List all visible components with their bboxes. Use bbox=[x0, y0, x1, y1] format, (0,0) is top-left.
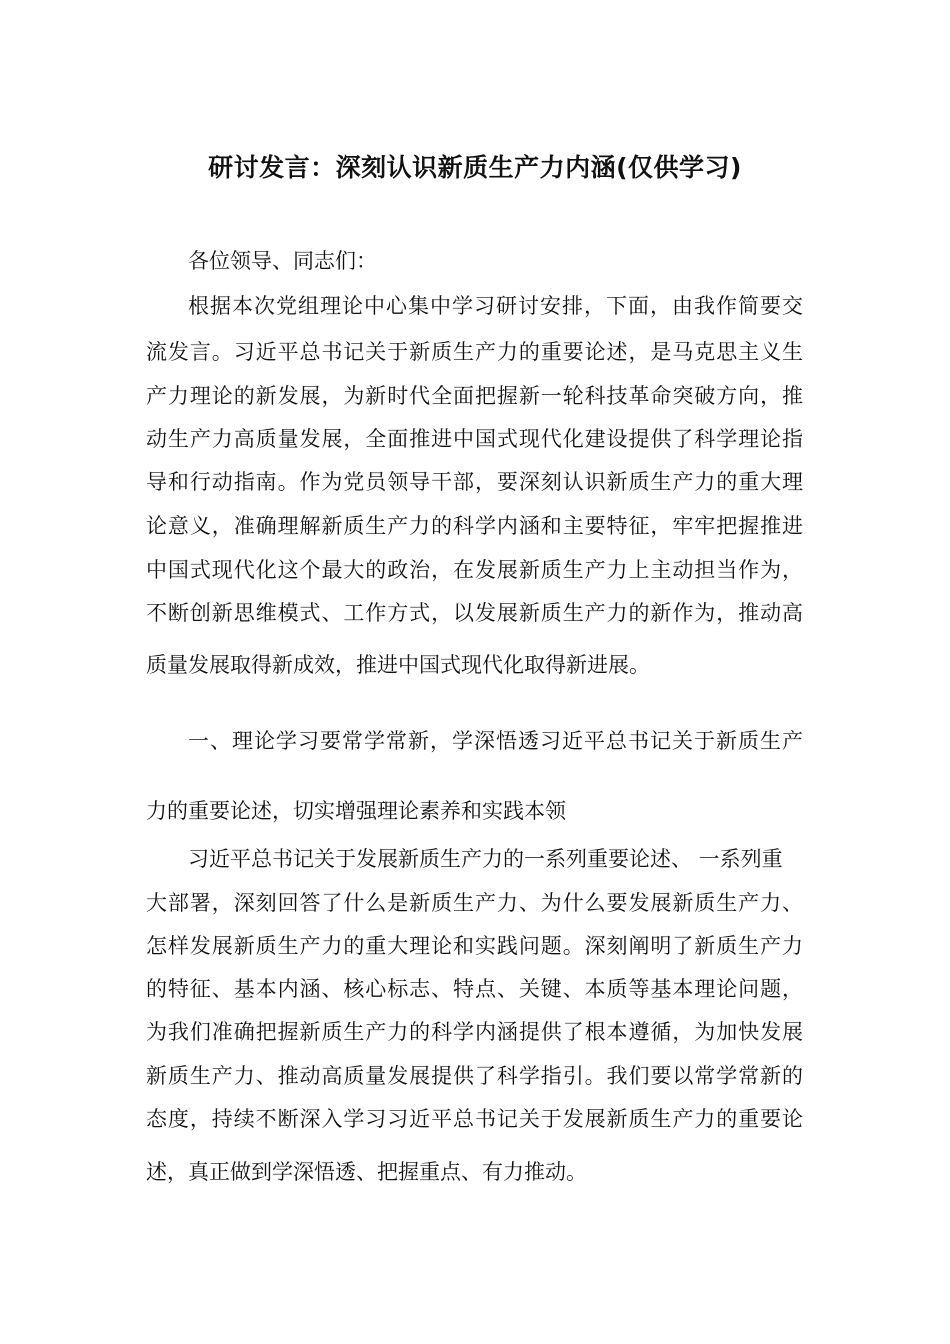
section-body-line: 述，真正做到学深悟透、把握重点、有力推动。 bbox=[146, 1160, 587, 1184]
document-title: 研讨发言：深刻认识新质生产力内涵(仅供学习) bbox=[208, 153, 742, 182]
intro-line: 根据本次党组理论中心集中学习研讨安排，下面，由我作简要交 bbox=[188, 294, 803, 318]
intro-line: 中国式现代化这个最大的政治，在发展新质生产力上主动担当作为， bbox=[146, 558, 803, 582]
section-body-line: 大部署，深刻回答了什么是新质生产力、为什么要发展新质生产力、 bbox=[146, 891, 803, 915]
intro-line: 动生产力高质量发展，全面推进中国式现代化建设提供了科学理论指 bbox=[146, 427, 803, 451]
section-body-line: 为我们准确把握新质生产力的科学内涵提供了根本遵循，为加快发展 bbox=[146, 1020, 803, 1044]
section-body-line: 怎样发展新质生产力的重大理论和实践问题。深刻阐明了新质生产力 bbox=[146, 934, 803, 958]
salutation: 各位领导、同志们： bbox=[188, 249, 377, 273]
section-body-line: 新质生产力、推动高质量发展提供了科学指引。我们要以常学常新的 bbox=[146, 1064, 803, 1088]
section-body-line: 的特征、基本内涵、核心标志、特点、关键、本质等基本理论问题， bbox=[146, 977, 803, 1001]
section-heading-line: 一、理论学习要常学常新，学深悟透习近平总书记关于新质生产 bbox=[188, 729, 803, 753]
section-heading-line: 力的重要论述，切实增强理论素养和实践本领 bbox=[146, 799, 566, 823]
intro-line: 不断创新思维模式、工作方式，以发展新质生产力的新作为，推动高 bbox=[146, 601, 803, 625]
section-body-line: 习近平总书记关于发展新质生产力的一系列重要论述、 一系列重 bbox=[188, 847, 783, 871]
intro-line: 质量发展取得新成效，推进中国式现代化取得新进展。 bbox=[146, 653, 650, 677]
intro-line: 流发言。习近平总书记关于新质生产力的重要论述，是马克思主义生 bbox=[146, 340, 803, 364]
intro-line: 论意义，准确理解新质生产力的科学内涵和主要特征，牢牢把握推进 bbox=[146, 514, 803, 538]
section-body-line: 态度，持续不断深入学习习近平总书记关于发展新质生产力的重要论 bbox=[146, 1107, 803, 1131]
intro-line: 导和行动指南。作为党员领导干部，要深刻认识新质生产力的重大理 bbox=[146, 470, 803, 494]
intro-line: 产力理论的新发展，为新时代全面把握新一轮科技革命突破方向，推 bbox=[146, 384, 803, 408]
